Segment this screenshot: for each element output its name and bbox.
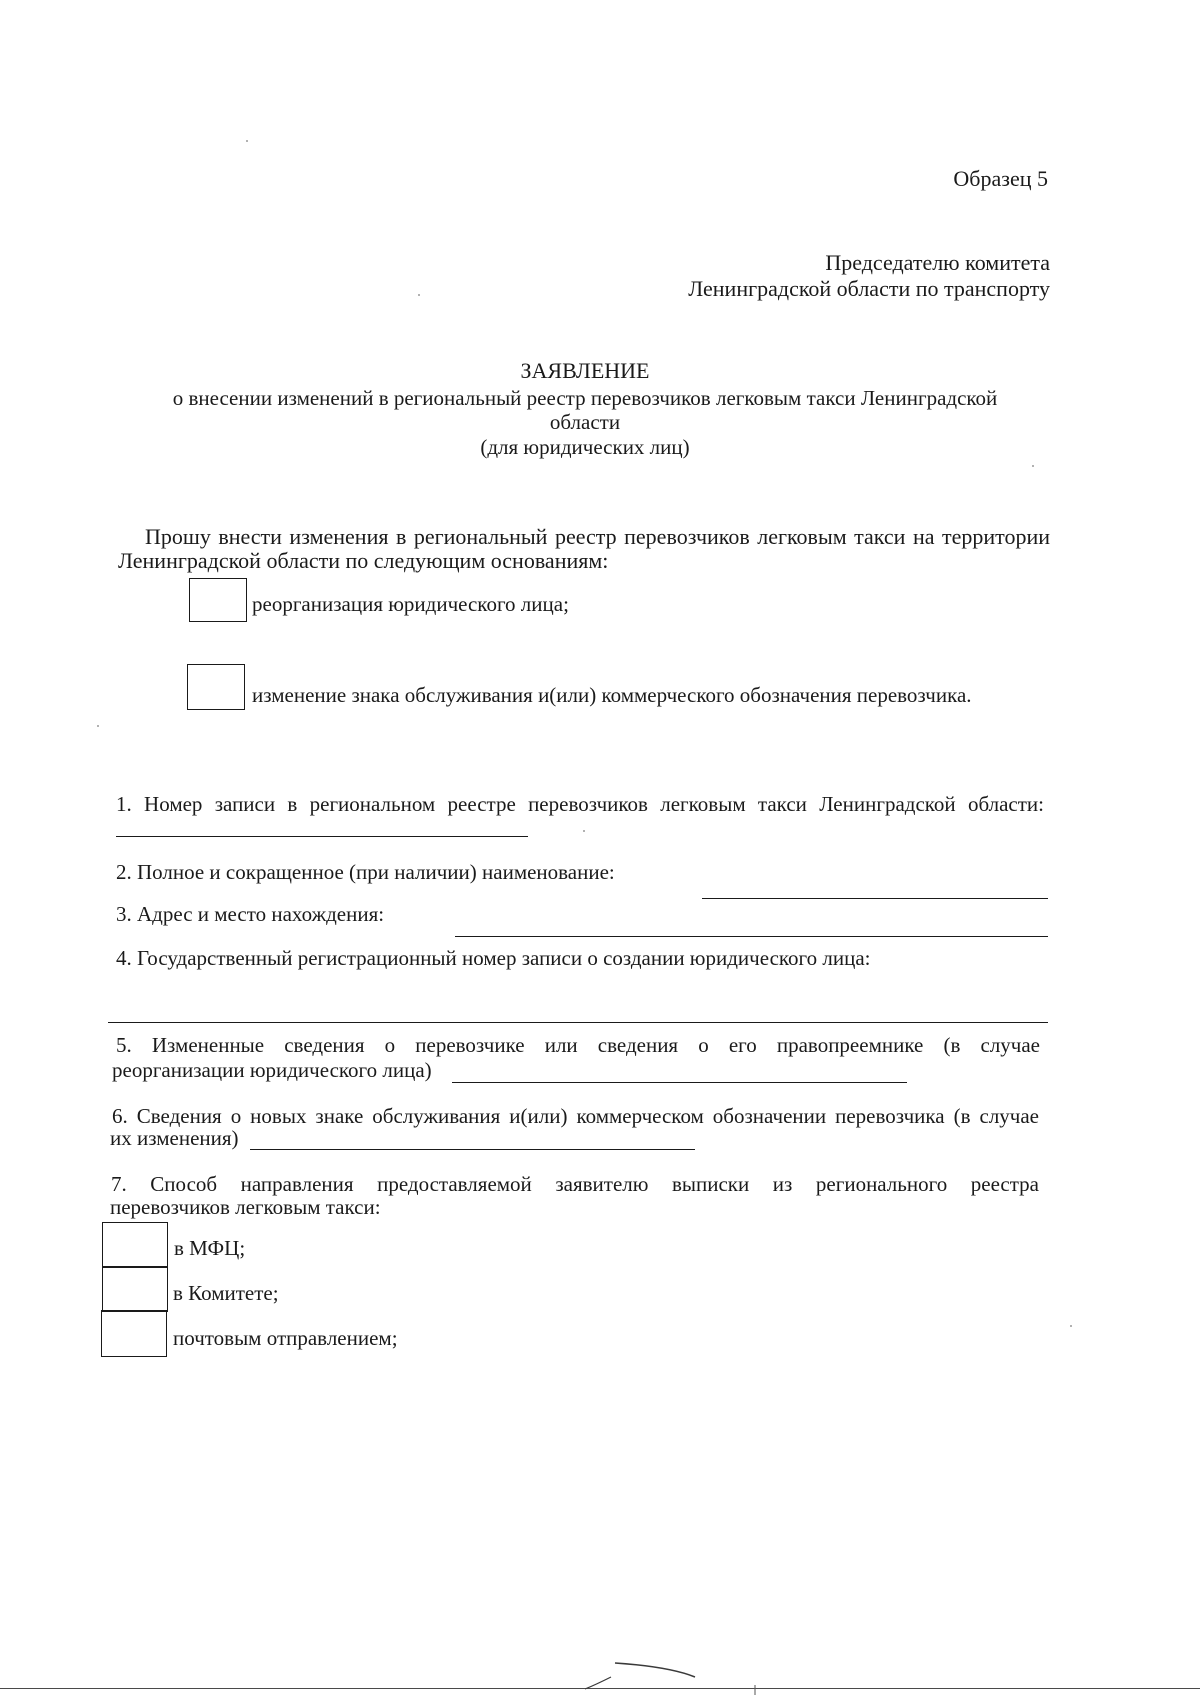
ground-reorganization-checkbox[interactable]	[189, 578, 247, 622]
scan-speck	[1070, 1325, 1072, 1327]
field-6-input-line[interactable]	[250, 1149, 695, 1150]
sample-label: Образец 5	[953, 166, 1048, 191]
scan-speck	[418, 294, 420, 296]
delivery-post-checkbox[interactable]	[101, 1310, 167, 1357]
subtitle-line-3: (для юридических лиц)	[480, 435, 690, 459]
addressee-line-1: Председателю комитета	[825, 250, 1050, 275]
delivery-mfc-checkbox[interactable]	[102, 1222, 168, 1268]
field-7-label-line-1: 7. Способ направления предоставляемой заявителю выписки из регионального реестра	[111, 1172, 1039, 1196]
delivery-committee-label: в Комитете;	[173, 1281, 279, 1305]
field-6-label-line-2: их изменения)	[110, 1126, 239, 1150]
ground-reorganization-label: реорганизация юридического лица;	[252, 592, 569, 616]
field-7-label-line-2: перевозчиков легковым такси:	[110, 1195, 381, 1219]
field-4-label: 4. Государственный регистрационный номер записи о создании юридического лица:	[116, 946, 871, 970]
field-2-label: 2. Полное и сокращенное (при наличии) наименование:	[116, 860, 615, 884]
ground-service-mark-checkbox[interactable]	[187, 664, 245, 710]
field-3-input-line[interactable]	[455, 936, 1048, 937]
field-5-input-line[interactable]	[452, 1082, 907, 1083]
scan-speck	[246, 140, 248, 142]
intro-line-1: Прошу внести изменения в региональный реестр перевозчиков легковым такси на территории	[145, 524, 1050, 549]
field-6-label-line-1: 6. Сведения о новых знаке обслуживания и(или) коммерческом обозначении перевозчика (в случае	[112, 1104, 1039, 1128]
delivery-post-label: почтовым отправлением;	[173, 1326, 398, 1350]
field-3-label: 3. Адрес и место нахождения:	[116, 902, 385, 926]
scan-fold-mark	[585, 1655, 785, 1695]
field-5-label-line-1: 5. Измененные сведения о перевозчике или сведения о его правопреемнике (в случае	[116, 1033, 1040, 1057]
document-heading: ЗАЯВЛЕНИЕ	[520, 358, 650, 383]
field-1-input-line[interactable]	[116, 836, 528, 837]
delivery-committee-checkbox[interactable]	[102, 1266, 168, 1312]
subtitle-line-1: о внесении изменений в региональный реестр перевозчиков легковым такси Ленинградской	[172, 386, 998, 410]
scan-speck	[583, 830, 585, 832]
field-4-input-line[interactable]	[108, 1022, 1048, 1023]
field-1-label: 1. Номер записи в региональном реестре перевозчиков легковым такси Ленинградской области:	[116, 792, 1044, 816]
field-2-input-line[interactable]	[702, 898, 1048, 899]
scan-speck	[97, 725, 99, 727]
scan-speck	[1032, 465, 1034, 467]
field-5-label-line-2: реорганизации юридического лица)	[112, 1058, 432, 1082]
delivery-mfc-label: в МФЦ;	[174, 1236, 246, 1260]
ground-service-mark-label: изменение знака обслуживания и(или) коммерческого обозначения перевозчика.	[252, 683, 972, 707]
intro-line-2: Ленинградской области по следующим основаниям:	[118, 548, 609, 573]
subtitle-line-2: области	[549, 410, 621, 434]
addressee-line-2: Ленинградской области по транспорту	[688, 276, 1050, 301]
